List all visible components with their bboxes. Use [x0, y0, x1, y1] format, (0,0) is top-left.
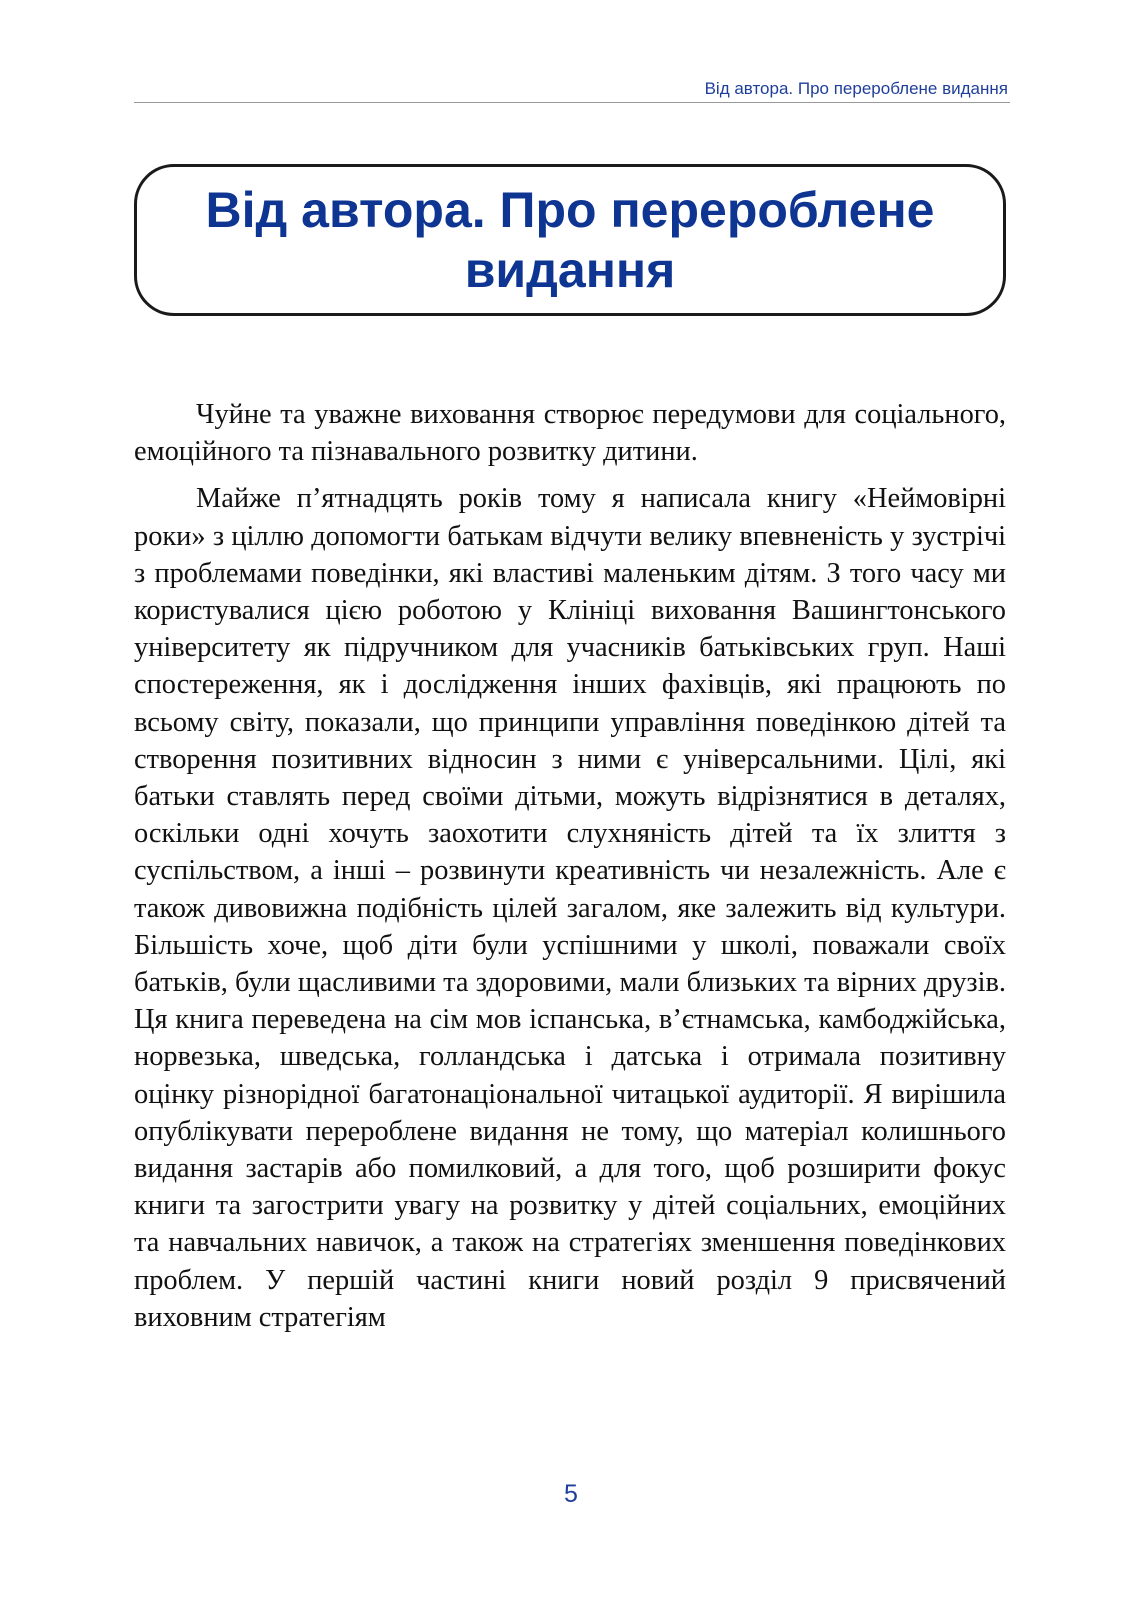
page-number: 5 — [564, 1480, 578, 1508]
chapter-title: Від автора. Про перероблене видання — [205, 182, 935, 298]
chapter-title-box — [134, 164, 1006, 316]
paragraph-2: Майже п’ятнадцять років тому я написала книгу «Неймовірні роки» з ціллю допомогти батькам відчути велику впевненість у зустрічі з проблемами поведінки, які властиві маленьким дітям. З того часу ми користувалися цією роботою у Клініці виховання Вашингтонського університету як підручником для учасників батьківських груп. Наші спостереження, як і дослідження інших фахівців, які працюють по всьому світу, показали, що принципи управління поведінкою дітей та створення позитивних відносин з ними є універсальними. Цілі, які батьки ставлять перед своїми дітьми, можуть відрізнятися в деталях, оскільки одні хочуть заохотити слухняність дітей та їх злиття з суспільством, а інші – розвинути креативність чи незалежність. Але є також дивовижна подібність цілей загалом, яке залежить від культури. Більшість хоче, щоб діти були успішними у школі, поважали своїх батьків, були щасливими та здоровими, мали близьких та вірних друзів. Ця книга переведена на сім мов іспанська, в’єтнамська, камбоджійська, норвезька, шведська, голландська і датська і отримала позитивну оцінку різнорідної багатонаціональної читацької аудиторії. Я вирішила опублікувати перероблене видання не тому, що матеріал колишнього видання застарів або помилковий, а для того, щоб розширити фокус книги та загострити увагу на розвитку у дітей соціальних, емоційних та навчальних навичок, а також на стратегіях зменшення поведінкових проблем. У першій частині книги новий розділ 9 присвячений виховним стратегіям — [134, 483, 1006, 1333]
running-header-text: Від автора. Про перероблене видання — [704, 79, 1008, 98]
paragraph-1: Чуйне та уважне виховання створює передумови для соціального, емоційного та пізнавального розвитку дитини. — [134, 399, 1006, 468]
running-header — [134, 76, 1010, 103]
body-text — [134, 396, 1006, 1346]
